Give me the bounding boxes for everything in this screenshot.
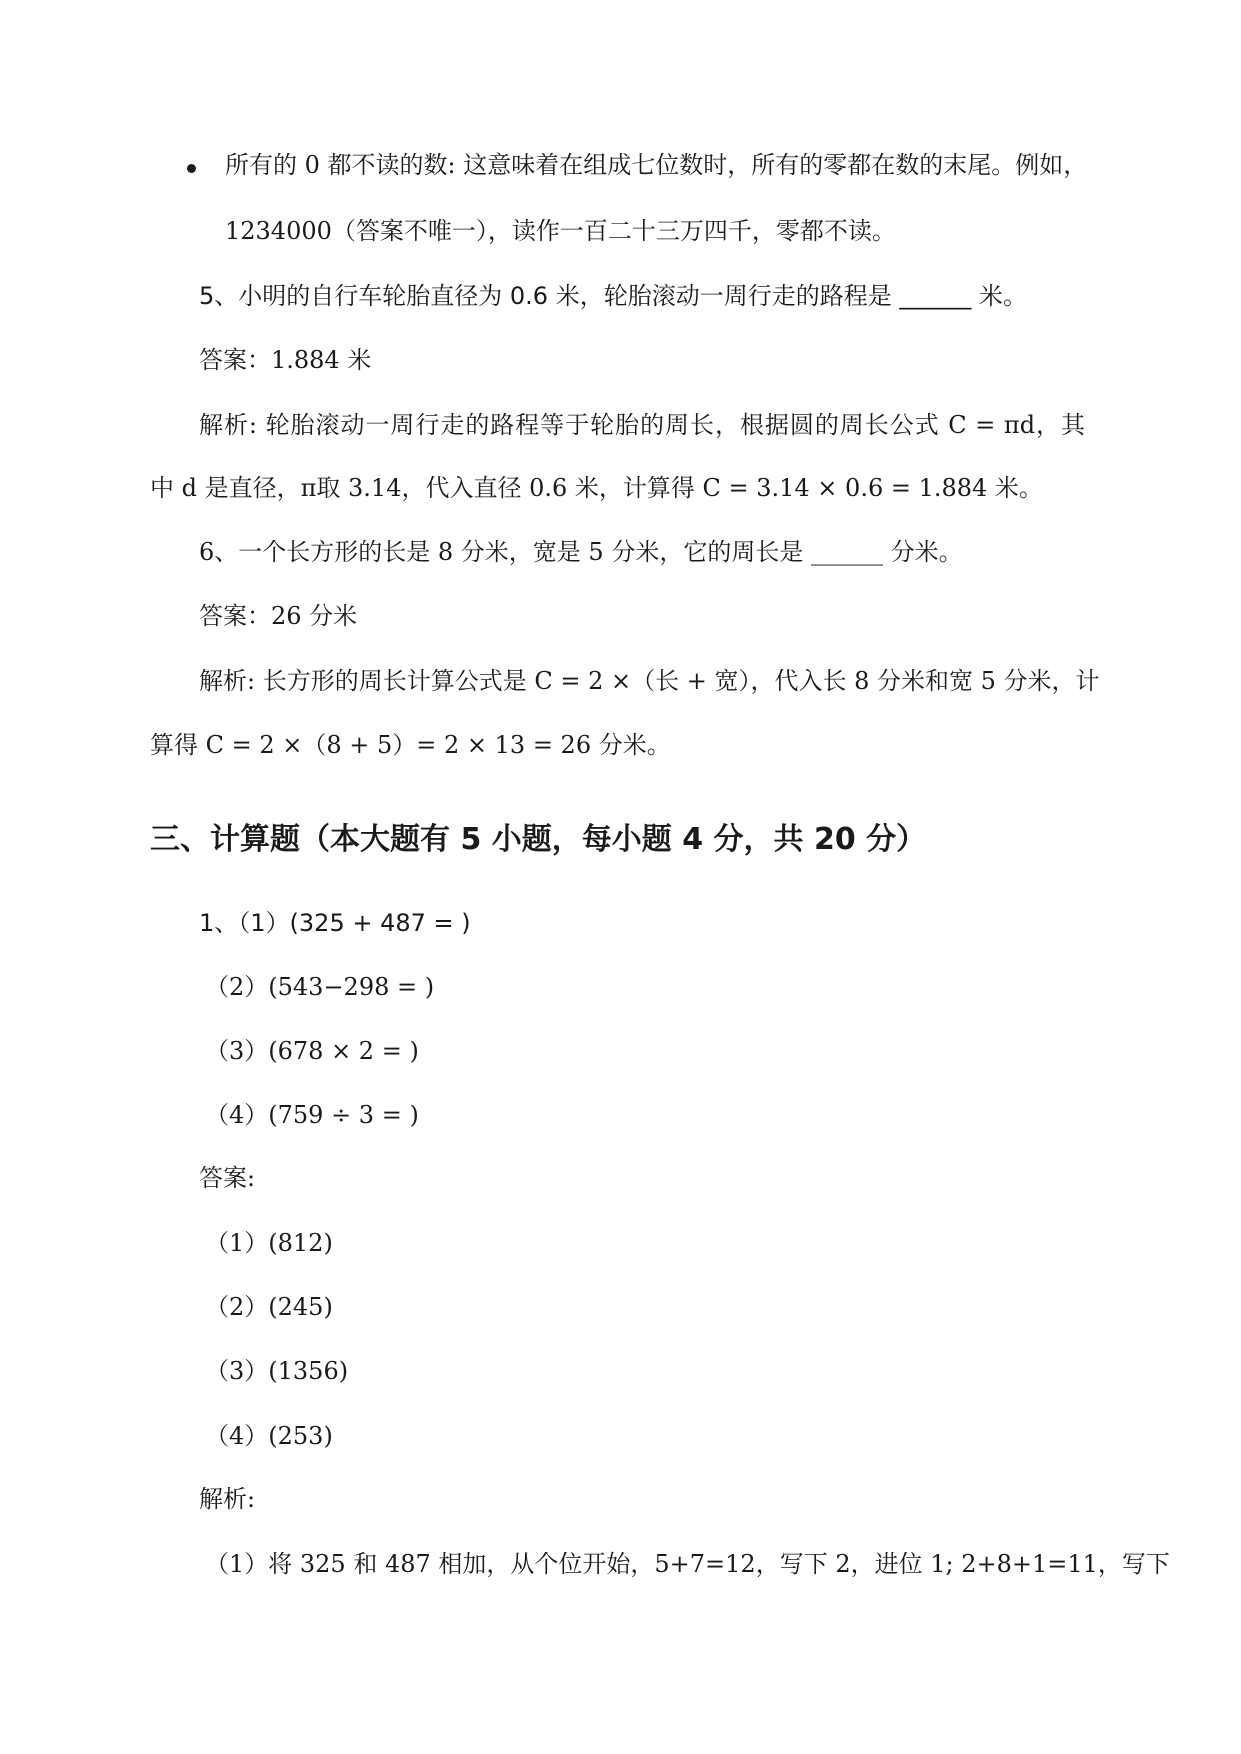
bullet-icon [187,164,196,173]
answer-6: 答案：26 分米 [199,602,358,630]
analysis-label: 解析: [199,1485,256,1513]
analysis-6-line-2: 算得 C = 2 ×（8 + 5）= 2 × 13 = 26 分米。 [150,731,671,759]
answer-5: 答案：1.884 米 [199,346,372,374]
question-6: 6、一个长方形的长是 8 分米，宽是 5 分米，它的周长是 ______ 分米。 [199,538,963,566]
analysis-6-line-1: 解析: 长方形的周长计算公式是 C = 2 ×（长 + 宽），代入长 8 分米和宽 5 分米，计 [199,667,1100,695]
calc-item-4: （4）(759 ÷ 3 = ) [205,1101,419,1129]
question-5: 5、小明的自行车轮胎直径为 0.6 米，轮胎滚动一周行走的路程是 ______ 米。 [199,282,1027,310]
answer-item-1: （1）(812) [205,1229,333,1257]
bullet-line-2: 1234000（答案不唯一），读作一百二十三万四千，零都不读。 [225,217,896,245]
answer-item-4: （4）(253) [205,1422,333,1450]
analysis-5-line-2: 中 d 是直径，π取 3.14，代入直径 0.6 米，计算得 C = 3.14 × 0.6 = 1.884 米。 [150,474,1043,502]
calc-item-1: 1、（1）(325 + 487 = ) [199,909,471,937]
analysis-item-1: （1）将 325 和 487 相加，从个位开始，5+7=12，写下 2，进位 1; 2+8+1=11，写下 [205,1550,1170,1578]
analysis-5-line-1: 解析: 轮胎滚动一周行走的路程等于轮胎的周长，根据圆的周长公式 C = πd，其 [199,411,1085,439]
answer-item-3: （3）(1356) [205,1357,349,1385]
answer-label: 答案: [199,1164,256,1192]
bullet-line-1: 所有的 0 都不读的数: 这意味着在组成七位数时，所有的零都在数的末尾。例如， [225,151,1088,179]
section-3-heading: 三、计算题（本大题有 5 小题，每小题 4 分，共 20 分） [150,822,927,857]
answer-item-2: （2）(245) [205,1293,333,1321]
calc-item-2: （2）(543−298 = ) [205,973,435,1001]
calc-item-3: （3）(678 × 2 = ) [205,1037,419,1065]
